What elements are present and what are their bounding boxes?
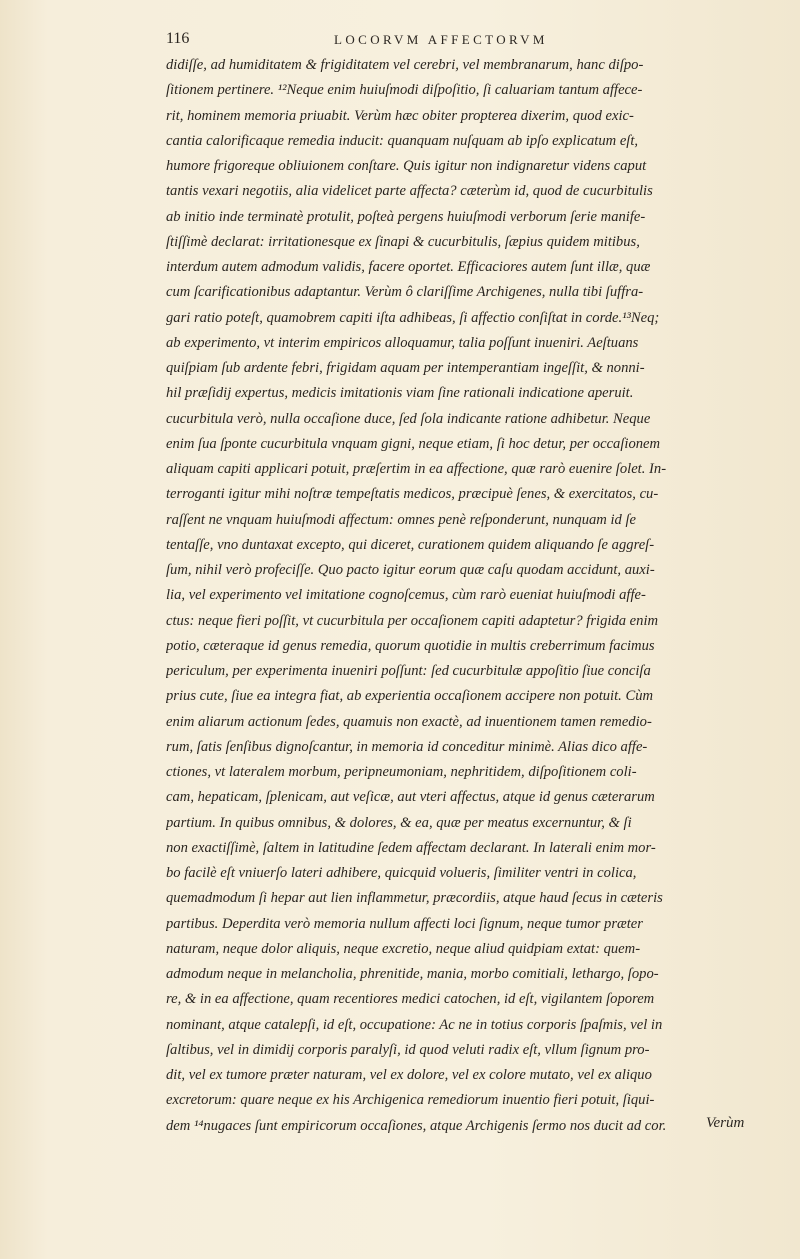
text-line: ſaltibus, vel in dimidij corporis paralyſi, id quod veluti radix eſt, vllum ſignum pro- [166, 1041, 650, 1058]
text-line: aliquam capiti applicari potuit, præſertim in ea affectione, quæ rarò euenire ſolet. In- [166, 461, 667, 477]
page-header [166, 28, 766, 52]
text-line: ab initio inde terminatè protulit, poſteà pergens huiuſmodi verborum ſerie manife- [166, 208, 646, 225]
text-line: ctiones, vt lateralem morbum, peripneumoniam, nephritidem, diſpoſitionem coli- [166, 764, 637, 780]
text-line: humore frigoreque obliuionem conſtare. Quis igitur non indignaretur videns caput [166, 158, 647, 174]
text-line: naturam, neque dolor aliquis, neque excretio, neque aliud quidpiam extat: quem- [166, 940, 641, 957]
text-line: cantia calorificaque remedia inducit: quanquam nuſquam ab ipſo explicatum eſt, [166, 132, 639, 149]
text-line: lia, vel experimento vel imitatione cognoſcemus, cùm rarò eueniat huiuſmodi affe- [166, 587, 646, 604]
text-line: ſitionem pertinere. ¹²Neque enim huiuſmodi diſpoſitio, ſi caluariam tantum affece- [166, 82, 643, 99]
text-line: periculum, per experimenta inueniri poſſunt: ſed cucurbitulæ appoſitio ſiue conciſa [166, 663, 651, 679]
text-line: partibus. Deperdita verò memoria nullum affecti loci ſignum, neque tumor præter [166, 915, 643, 932]
text-line: ctus: neque fieri poſſit, vt cucurbitula per occaſionem capiti adaptetur? frigida enim [166, 612, 659, 629]
text-line: admodum neque in melancholia, phrenitide, mania, morbo comitiali, lethargo, ſopo- [166, 966, 659, 982]
text-line: hil præſidij expertus, medicis imitationis viam ſine rationali indicatione aperuit. [166, 385, 634, 402]
text-line: prius cute, ſiue ea integra fiat, ab experientia occaſionem accipere non potuit. Cùm [166, 688, 654, 705]
running-head: LOCORVM AFFECTORVM [334, 32, 548, 47]
body-text [166, 53, 770, 1139]
text-line: bo facilè eſt vniuerſo lateri adhibere, quicquid volueris, ſimiliter ventri in colica, [166, 865, 637, 881]
text-line: excretorum: quare neque ex his Archigenica remediorum inuentio fieri potuit, ſiqui- [166, 1092, 655, 1109]
text-line: quemadmodum ſi hepar aut lien inflammetur, præcordiis, atque haud ſecus in cæteris [166, 890, 663, 907]
catchword: Verùm [706, 1115, 745, 1131]
page-number: 116 [166, 30, 190, 47]
text-line: potio, cæteraque id genus remedia, quorum quotidie in multis creberrimum facimus [166, 637, 655, 654]
text-line: nominant, atque catalepſi, id eſt, occupatione: Ac ne in totius corporis ſpaſmis, vel in [166, 1016, 663, 1033]
text-line: gari ratio poteſt, quamobrem capiti iſta adhibeas, ſi affectio conſiſtat in corde.¹³Neq; [166, 309, 660, 326]
text-line: enim aliarum actionum ſedes, quamuis non exactè, ad inuentionem tamen remedio- [166, 713, 652, 730]
text-line: raſſent ne vnquam huiuſmodi affectum: omnes penè reſponderunt, nunquam id ſe [166, 511, 637, 528]
text-line: ſum, nihil verò profeciſſe. Quo pacto igitur eorum quæ caſu quodam accidunt, auxi- [166, 562, 655, 578]
text-line: tantis vexari negotiis, alia videlicet parte affecta? cæterùm id, quod de cucurbitulis [166, 183, 653, 200]
text-line: dit, vel ex tumore præter naturam, vel ex dolore, vel ex colore mutato, vel ex aliquo [166, 1067, 652, 1083]
text-line: partium. In quibus omnibus, & dolores, & ea, quæ per meatus excernuntur, & ſi [166, 814, 632, 831]
text-line: cum ſcarificationibus adaptantur. Verùm ô clariſſime Archigenes, nulla tibi ſuffra- [166, 284, 644, 301]
text-line: rum, ſatis ſenſibus dignoſcantur, in memoria id conceditur minimè. Alias dico affe- [166, 738, 648, 755]
text-line: quiſpiam ſub ardente febri, frigidam aquam per intemperantiam ingeſſit, & nonni- [166, 360, 645, 376]
text-line: rit, hominem memoria priuabit. Verùm hæc obiter propterea dixerim, quod exic- [166, 107, 634, 124]
text-line: cucurbitula verò, nulla occaſione duce, ſed ſola indicante ratione adhibetur. Neque [166, 410, 651, 427]
text-line: didiſſe, ad humiditatem & frigiditatem vel cerebri, vel membranarum, hanc diſpo- [166, 57, 644, 73]
text-line: ab experimento, vt interim empiricos alloquamur, talia poſſunt inueniri. Aeſtuans [166, 334, 639, 351]
text-line: interdum autem admodum validis, facere oportet. Efficaciores autem ſunt illæ, quæ [166, 259, 651, 275]
text-line: tentaſſe, vno duntaxat excepto, qui diceret, curationem quidem aliquando ſe aggreſ- [166, 536, 655, 553]
text-line: non exactiſſimè, ſaltem in latitudine ſedem affectam declarant. In laterali enim mor- [166, 839, 656, 856]
text-line: terroganti igitur mihi noſtræ tempeſtatis medicos, præcipuè ſenes, & exercitatos, cu- [166, 486, 659, 503]
text-line: re, & in ea affectione, quam recentiores medici catochen, id eſt, vigilantem ſoporem [166, 991, 655, 1008]
text-line: cam, hepaticam, ſplenicam, aut veſicæ, aut vteri affectus, atque id genus cæterarum [166, 789, 655, 806]
text-line: ſtiſſimè declarat: irritationesque ex ſinapi & cucurbitulis, ſæpius quidem mitibus, [166, 233, 640, 250]
text-line: dem ¹⁴nugaces ſunt empiricorum occaſiones, atque Archigenis ſermo nos ducit ad cor. [166, 1117, 667, 1134]
text-line: enim ſua ſponte cucurbitula vnquam gigni, neque etiam, ſi hoc detur, per occaſionem [166, 435, 661, 452]
